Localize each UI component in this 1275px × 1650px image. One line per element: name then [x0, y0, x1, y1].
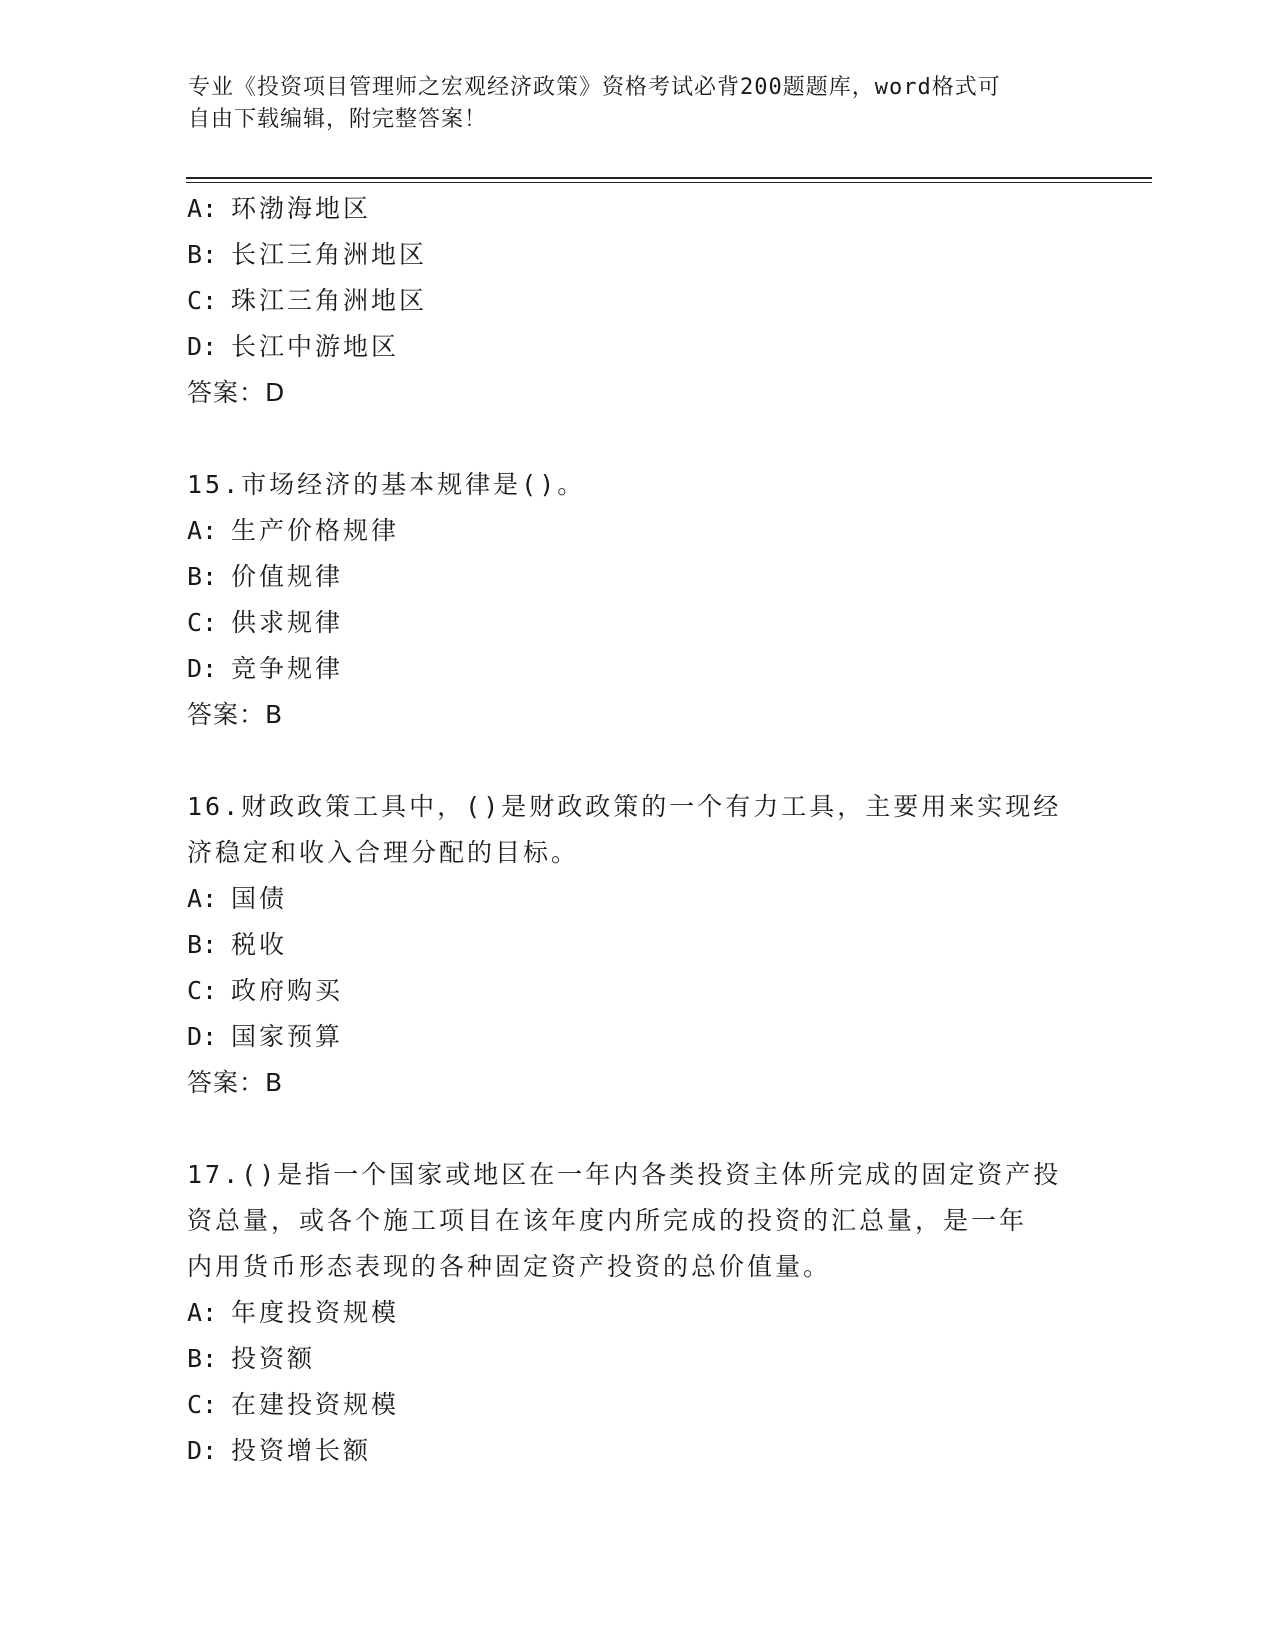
question-stem: 15.市场经济的基本规律是()。 — [187, 470, 586, 499]
option-text: 长江三角洲地区 — [231, 240, 428, 269]
option-c — [187, 600, 1087, 646]
option-a — [187, 1290, 1087, 1336]
question-stem-line-1: 17.()是指一个国家或地区在一年内各类投资主体所完成的固定资产投 — [187, 1160, 1062, 1189]
option-a — [187, 876, 1087, 922]
spacer — [187, 738, 1087, 784]
option-d — [187, 646, 1087, 692]
option-letter: A: — [187, 194, 218, 223]
option-letter: C: — [187, 976, 218, 1005]
option-letter: D: — [187, 1436, 218, 1465]
question-stem-line-2: 资总量，或各个施工项目在该年度内所完成的投资的汇总量，是一年 — [187, 1206, 1028, 1235]
question-15 — [187, 462, 1087, 738]
option-b — [187, 922, 1087, 968]
question-17 — [187, 1152, 1087, 1474]
spacer — [187, 1106, 1087, 1152]
option-a — [187, 186, 1087, 232]
option-text: 环渤海地区 — [231, 194, 372, 223]
spacer — [187, 416, 1087, 462]
answer: 答案：B — [187, 700, 284, 729]
option-text: 竞争规律 — [231, 654, 344, 683]
option-text: 投资增长额 — [231, 1436, 372, 1465]
page-header — [188, 72, 1068, 136]
header-divider — [186, 177, 1152, 183]
option-text: 税收 — [231, 930, 288, 959]
option-letter: B: — [187, 562, 218, 591]
option-c — [187, 278, 1087, 324]
option-letter: D: — [187, 654, 218, 683]
option-letter: B: — [187, 930, 218, 959]
option-text: 供求规律 — [231, 608, 344, 637]
option-letter: C: — [187, 286, 218, 315]
question-stem-line-3: 内用货币形态表现的各种固定资产投资的总价值量。 — [187, 1252, 832, 1281]
question-stem-line-2: 济稳定和收入合理分配的目标。 — [187, 838, 580, 867]
option-text: 在建投资规模 — [231, 1390, 400, 1419]
option-letter: B: — [187, 1344, 218, 1373]
question-list — [187, 186, 1087, 1474]
header-line-1: 专业《投资项目管理师之宏观经济政策》资格考试必背200题题库，word格式可 — [188, 75, 1001, 100]
option-b — [187, 1336, 1087, 1382]
answer: 答案：D — [187, 378, 286, 407]
option-letter: A: — [187, 884, 218, 913]
option-letter: C: — [187, 608, 218, 637]
option-b — [187, 232, 1087, 278]
option-text: 年度投资规模 — [231, 1298, 400, 1327]
option-d — [187, 324, 1087, 370]
option-c — [187, 1382, 1087, 1428]
option-a — [187, 508, 1087, 554]
option-c — [187, 968, 1087, 1014]
option-text: 珠江三角洲地区 — [231, 286, 428, 315]
option-d — [187, 1014, 1087, 1060]
option-letter: A: — [187, 1298, 218, 1327]
option-text: 国债 — [231, 884, 288, 913]
option-text: 政府购买 — [231, 976, 344, 1005]
option-letter: A: — [187, 516, 218, 545]
question-stem-line-1: 16.财政政策工具中，()是财政政策的一个有力工具，主要用来实现经 — [187, 792, 1062, 821]
option-letter: C: — [187, 1390, 218, 1419]
option-text: 价值规律 — [231, 562, 344, 591]
option-letter: D: — [187, 332, 218, 361]
option-letter: B: — [187, 240, 218, 269]
question-16 — [187, 784, 1087, 1106]
option-text: 长江中游地区 — [231, 332, 400, 361]
option-text: 国家预算 — [231, 1022, 344, 1051]
answer: 答案：B — [187, 1068, 284, 1097]
option-letter: D: — [187, 1022, 218, 1051]
option-text: 投资额 — [231, 1344, 316, 1373]
option-b — [187, 554, 1087, 600]
option-d — [187, 1428, 1087, 1474]
question-14 — [187, 186, 1087, 416]
option-text: 生产价格规律 — [231, 516, 400, 545]
header-line-2: 自由下载编辑，附完整答案！ — [188, 107, 488, 132]
